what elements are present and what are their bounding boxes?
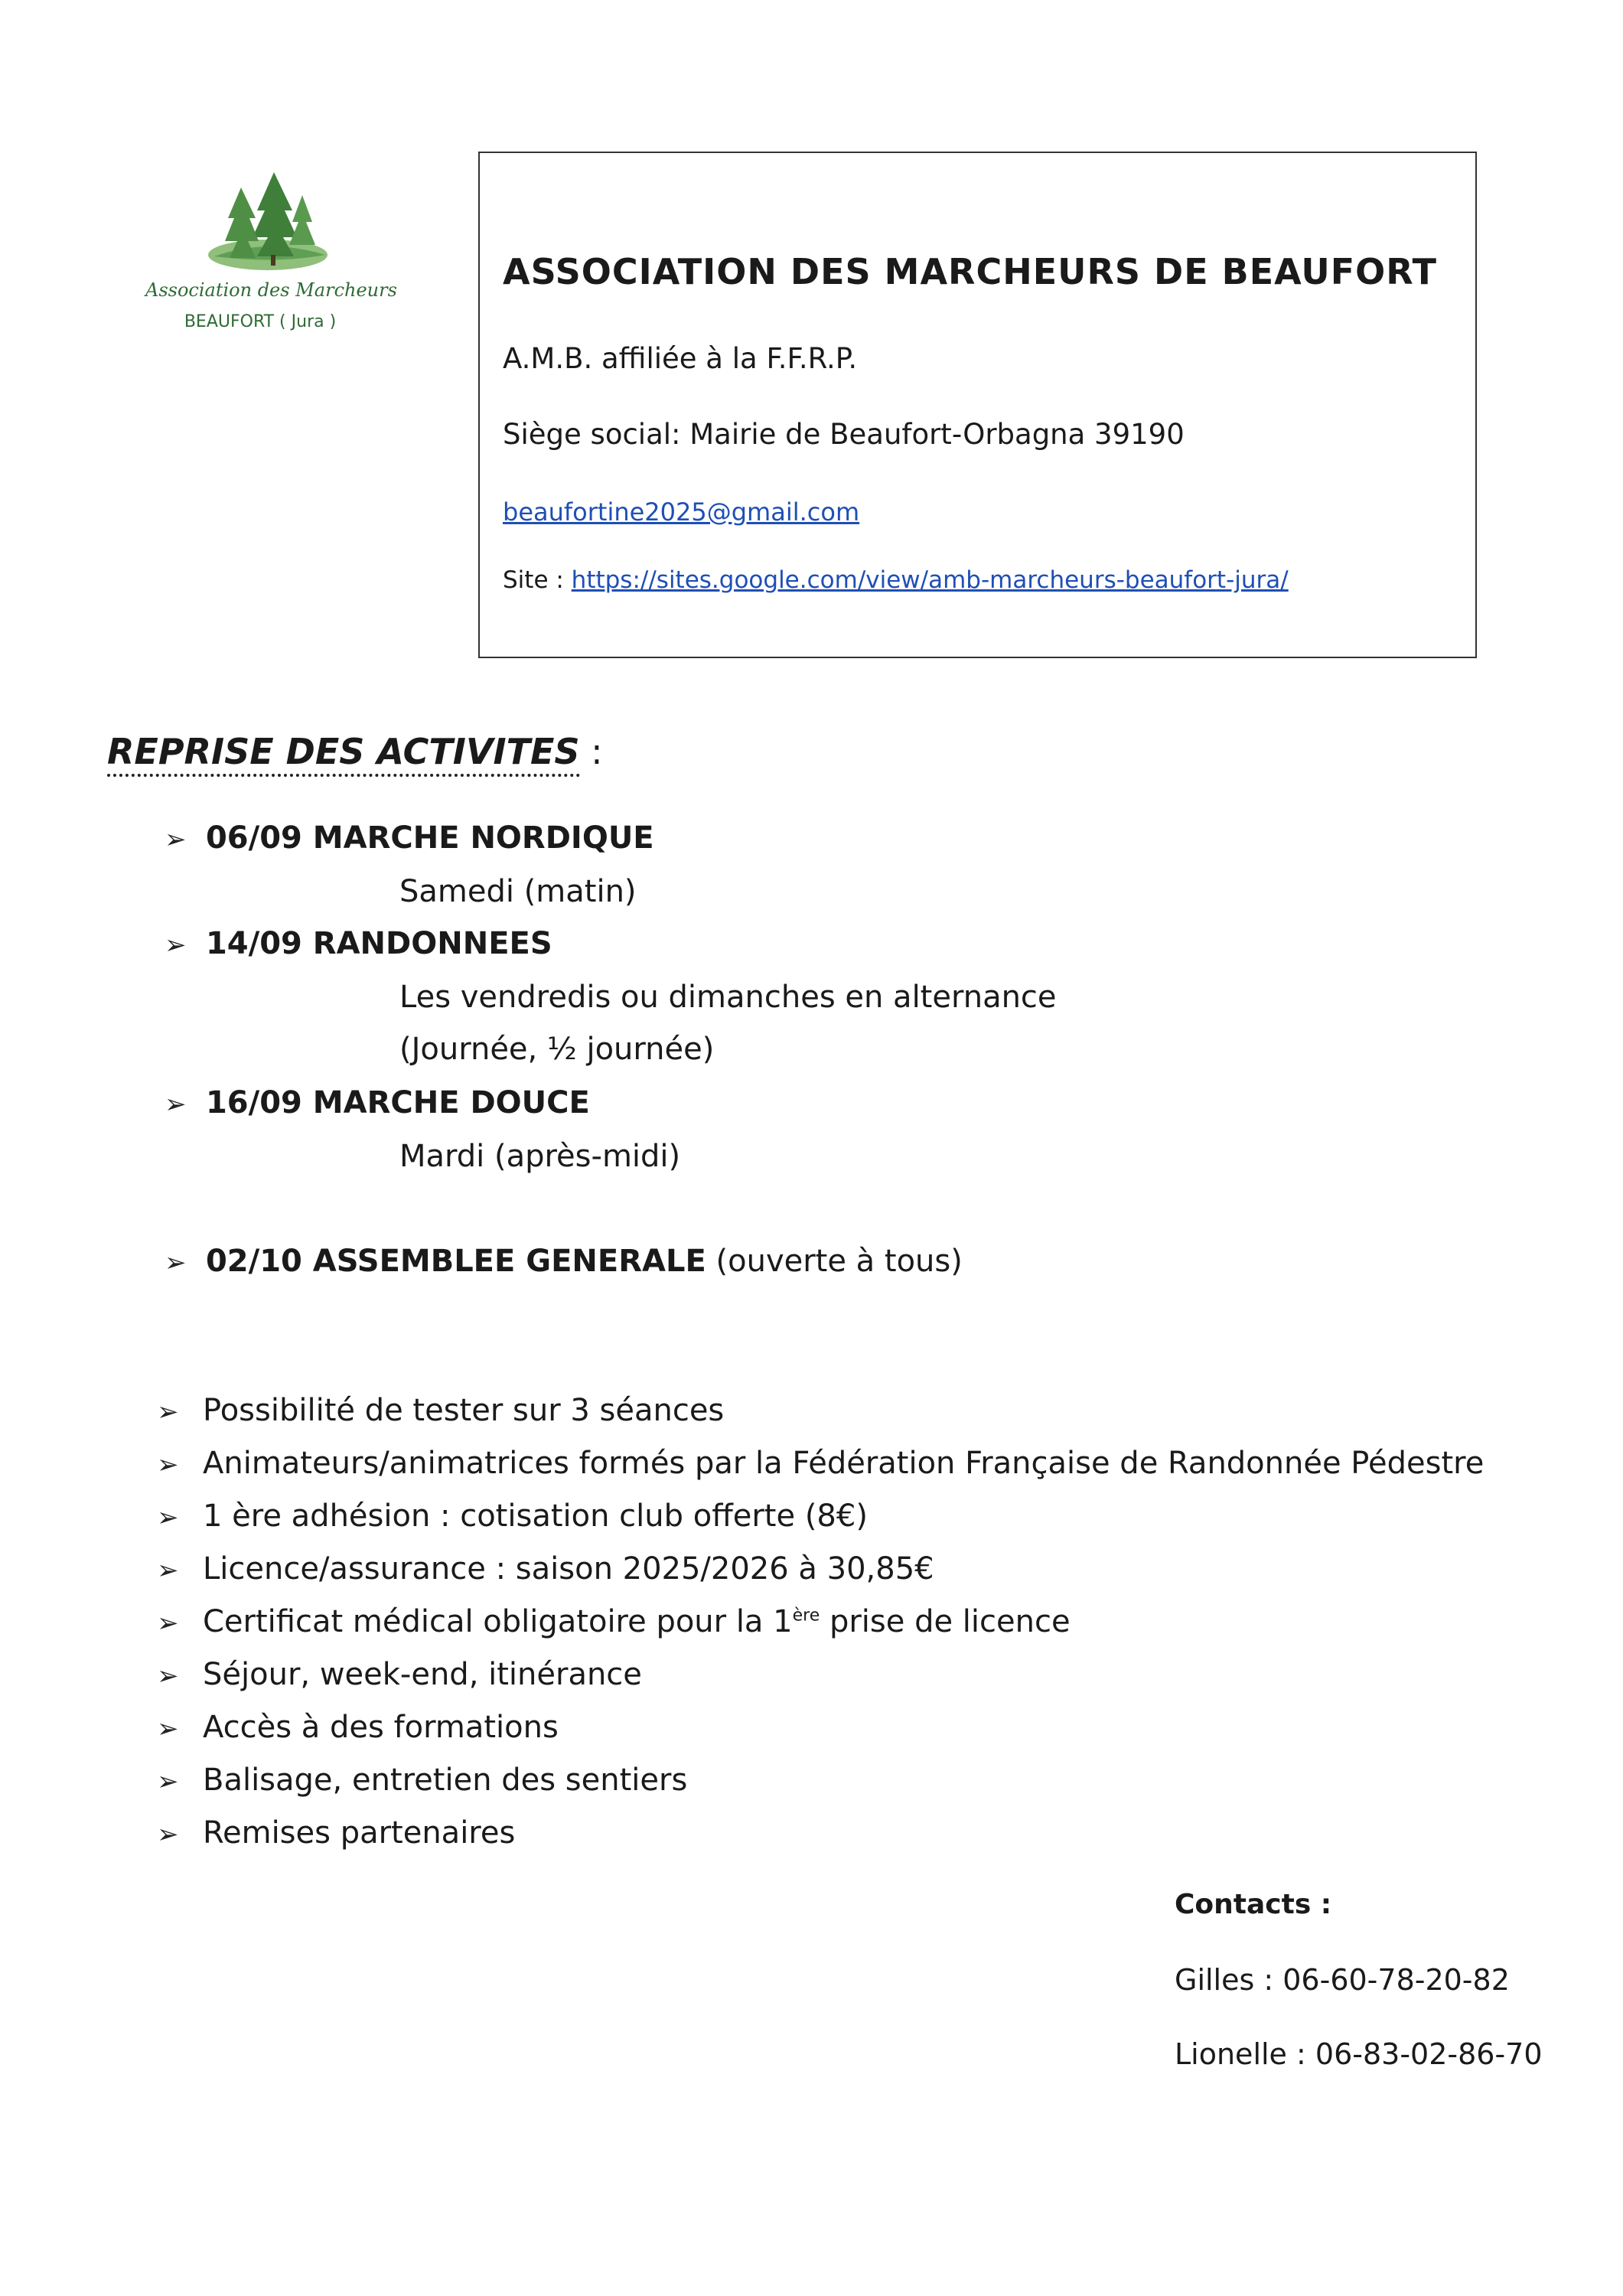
activity-detail: Mardi (après-midi) <box>399 1139 681 1174</box>
benefit-item <box>157 1604 1071 1639</box>
pine-trees-logo-icon <box>191 165 344 279</box>
section-heading-colon: : <box>579 731 603 772</box>
benefit-item <box>157 1446 1484 1481</box>
website-line <box>503 566 1289 594</box>
benefit-item <box>157 1710 559 1745</box>
benefit-item <box>157 1499 868 1534</box>
activity-title: 16/09 MARCHE DOUCE <box>205 1085 590 1120</box>
benefit-text: Possibilité de tester sur 3 séances <box>203 1393 725 1428</box>
activity-detail: Les vendredis ou dimanches en alternance <box>399 980 1057 1015</box>
benefit-text: Accès à des formations <box>203 1710 559 1745</box>
arrowhead-bullet-icon: ➢ <box>157 1450 179 1480</box>
association-logo <box>145 165 397 356</box>
benefit-item <box>157 1763 687 1798</box>
association-title: ASSOCIATION DES MARCHEURS DE BEAUFORT <box>503 251 1437 292</box>
superscript-ere: ère <box>792 1606 820 1626</box>
affiliation-text: A.M.B. affiliée à la F.F.R.P. <box>503 342 858 375</box>
assembly-title: 02/10 ASSEMBLEE GENERALE <box>205 1244 706 1279</box>
benefit-item <box>157 1393 724 1428</box>
arrowhead-bullet-icon: ➢ <box>157 1661 179 1691</box>
benefit-text: Licence/assurance : saison 2025/2026 à 30,85€ <box>203 1551 934 1587</box>
benefit-text: 1 ère adhésion : cotisation club offerte (8€) <box>203 1499 868 1534</box>
arrowhead-bullet-icon: ➢ <box>157 1502 179 1533</box>
activity-title: 06/09 MARCHE NORDIQUE <box>205 820 654 856</box>
arrowhead-bullet-icon: ➢ <box>165 1247 187 1278</box>
benefit-item <box>157 1815 515 1851</box>
assembly-note: (ouverte à tous) <box>706 1244 963 1279</box>
arrowhead-bullet-icon: ➢ <box>157 1397 179 1427</box>
section-heading <box>107 731 603 772</box>
arrowhead-bullet-icon: ➢ <box>157 1555 179 1586</box>
contact-phone: Lionelle : 06-83-02-86-70 <box>1175 2037 1543 2071</box>
activity-title: 14/09 RANDONNEES <box>205 926 552 961</box>
association-info-box <box>478 152 1477 658</box>
benefit-text: Séjour, week-end, itinérance <box>203 1657 642 1692</box>
arrowhead-bullet-icon: ➢ <box>165 930 187 960</box>
arrowhead-bullet-icon: ➢ <box>157 1819 179 1850</box>
activity-item <box>165 926 552 961</box>
arrowhead-bullet-icon: ➢ <box>157 1608 179 1639</box>
arrowhead-bullet-icon: ➢ <box>157 1766 179 1797</box>
website-link[interactable]: https://sites.google.com/view/amb-marcheurs-beaufort-jura/ <box>571 566 1289 594</box>
head-office-text: Siège social: Mairie de Beaufort-Orbagna 39190 <box>503 418 1185 451</box>
assembly-item <box>165 1244 963 1279</box>
arrowhead-bullet-icon: ➢ <box>165 824 187 855</box>
benefit-text: Balisage, entretien des sentiers <box>203 1763 688 1798</box>
arrowhead-bullet-icon: ➢ <box>165 1089 187 1120</box>
activity-item <box>165 820 654 856</box>
contacts-heading: Contacts : <box>1175 1889 1332 1920</box>
website-label: Site : <box>503 566 572 594</box>
benefit-text: Certificat médical obligatoire pour la 1 <box>203 1604 793 1639</box>
activity-detail: Samedi (matin) <box>399 874 637 909</box>
email-link[interactable]: beaufortine2025@gmail.com <box>503 497 860 527</box>
activity-detail: (Journée, ½ journée) <box>399 1032 715 1067</box>
benefit-text: Remises partenaires <box>203 1815 516 1851</box>
logo-text-line2: BEAUFORT ( Jura ) <box>184 312 337 331</box>
benefit-text: Animateurs/animatrices formés par la Fédération Française de Randonnée Pédestre <box>203 1446 1484 1481</box>
arrowhead-bullet-icon: ➢ <box>157 1714 179 1744</box>
section-heading-text: REPRISE DES ACTIVITES <box>107 731 580 777</box>
logo-text-line1: Association des Marcheurs <box>145 279 397 301</box>
contact-phone: Gilles : 06-60-78-20-82 <box>1175 1963 1510 1997</box>
benefit-item <box>157 1657 642 1692</box>
benefit-item <box>157 1551 934 1587</box>
benefit-text-tail: prise de licence <box>820 1604 1071 1639</box>
activity-item <box>165 1085 590 1120</box>
